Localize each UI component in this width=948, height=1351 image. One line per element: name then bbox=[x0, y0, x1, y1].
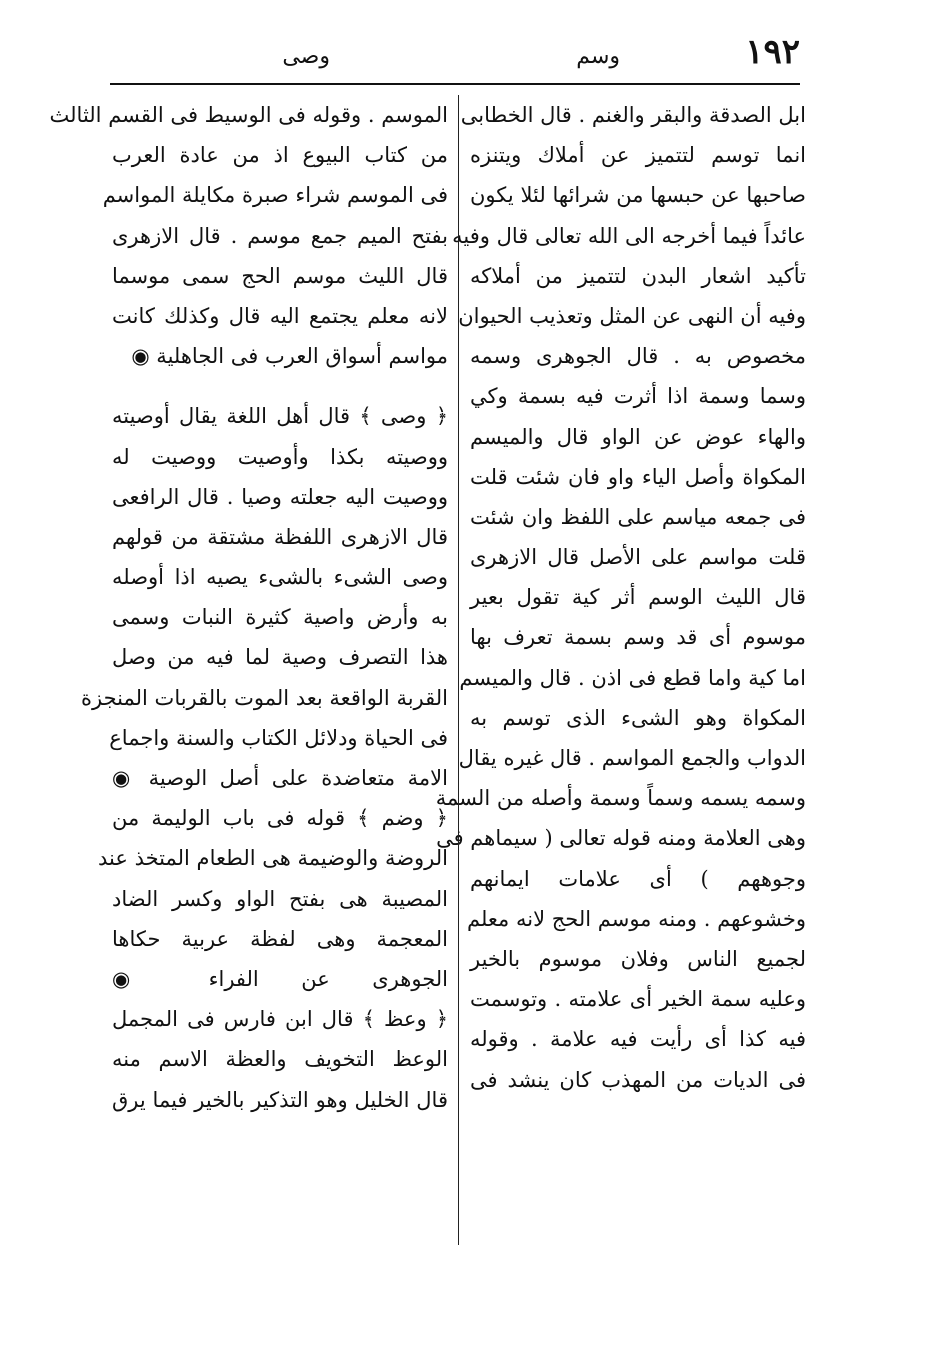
text-line: الوعظ التخويف والعظة الاسم منه bbox=[112, 1047, 448, 1072]
text-line: قلت مواسم على الأصل قال الازهرى bbox=[470, 545, 806, 570]
left-text-column bbox=[49, 95, 448, 1120]
page-number: ١٩٢ bbox=[745, 32, 800, 72]
text-line: الموسم . وقوله فى الوسيط فى القسم الثالث bbox=[49, 103, 448, 127]
text-line: لانه معلم يجتمع اليه قال وكذلك كانت bbox=[112, 303, 448, 328]
running-head-right: وسم bbox=[576, 44, 620, 69]
text-line: ﴿ وعظ ﴾ قال ابن فارس فى المجمل bbox=[112, 1007, 448, 1032]
text-line: والهاء عوض عن الواو قال والميسم bbox=[470, 424, 806, 449]
text-line: وعليه سمة الخير أى علامته . وتوسمت bbox=[470, 987, 806, 1012]
text-line: فيه كذا أى رأيت فيه علامة . وقوله bbox=[470, 1027, 806, 1052]
text-line: قال الليث موسم الحج سمى موسما bbox=[112, 263, 448, 288]
text-line: مواسم أسواق العرب فى الجاهلية ◉ bbox=[131, 344, 448, 369]
text-line: ﴿ وضم ﴾ قوله فى باب الوليمة من bbox=[112, 806, 448, 831]
text-line: الدواب والجمع المواسم . قال غيره يقال bbox=[458, 746, 806, 770]
text-line: وصى الشىء بالشىء يصيه اذا أوصله bbox=[112, 565, 448, 590]
text-line: هذا التصرف وصية لما فيه من وصل bbox=[112, 645, 448, 670]
text-line: المكواة وأصل الياء واو فان شئت قلت bbox=[470, 464, 806, 489]
paragraph-gap bbox=[112, 376, 448, 396]
right-text-column bbox=[435, 95, 806, 1100]
text-line: وسمه يسمه وسماً وسمة وأصله من السمة bbox=[435, 786, 806, 811]
text-line: صاحبها عن حبسها من شرائها لئلا يكون bbox=[470, 183, 806, 208]
text-line: قال الليث الوسم أثر كية تقول بعير bbox=[470, 585, 806, 610]
text-line: ووصيت اليه جعلته وصيا . قال الرافعى bbox=[112, 484, 448, 509]
text-line: مخصوص به . قال الجوهرى وسمه bbox=[470, 344, 806, 369]
page-header bbox=[110, 30, 800, 80]
text-line: ﴿ وصى ﴾ قال أهل اللغة يقال أوصيته bbox=[112, 404, 448, 429]
text-line: اما كية واما قطع فى اذن . قال والميسم bbox=[459, 665, 806, 690]
text-line: تأكيد اشعار البدن لتتميز من أملاكه bbox=[470, 263, 806, 288]
text-line: عائداً فيما أخرجه الى الله تعالى قال وفيه bbox=[452, 223, 806, 248]
text-line: القربة الواقعة بعد الموت بالقربات المنجزة bbox=[81, 685, 448, 710]
header-rule bbox=[110, 83, 800, 85]
text-line: وسما وسمة اذا أثرت فيه بسمة وكي bbox=[470, 384, 806, 409]
text-line: الروضة والوضيمة هى الطعام المتخذ عند bbox=[98, 846, 448, 871]
text-line: بفتح الميم جمع موسم . قال الازهرى bbox=[112, 223, 448, 248]
text-line: وجوههم ) أى علامات ايمانهم bbox=[470, 866, 806, 891]
running-head-left: وصى bbox=[282, 44, 330, 69]
text-line: فى الديات من المهذب كان ينشد فى bbox=[470, 1067, 806, 1092]
text-line: لجميع الناس وفلان موسوم بالخير bbox=[470, 946, 806, 971]
text-line: وخشوعهم . ومنه موسم الحج لانه معلم bbox=[466, 906, 806, 931]
text-line: الامة متعاضدة على أصل الوصية ◉ bbox=[112, 766, 448, 790]
text-line: فى جمعه مياسم على اللفظ وان شئت bbox=[470, 504, 806, 529]
text-line: من كتاب البيوع اذ من عادة العرب bbox=[112, 143, 448, 168]
column-divider bbox=[458, 95, 459, 1245]
text-line: المعجمة وهى لفظة عربية حكاها bbox=[112, 926, 448, 951]
text-line: به وأرض واصية كثيرة النبات وسمى bbox=[112, 605, 448, 630]
text-line: المكواة وهو الشىء الذى توسم به bbox=[470, 705, 806, 730]
text-line: فى الموسم شراء صبرة مكايلة المواسم bbox=[102, 183, 448, 208]
text-line: ووصيته بكذا وأوصيت ووصيت له bbox=[112, 444, 448, 469]
text-line: المصيبة هى بفتح الواو وكسر الضاد bbox=[112, 886, 448, 911]
text-line: فى الحياة ودلائل الكتاب والسنة واجماع bbox=[109, 725, 448, 750]
text-line: قال الازهرى اللفظة مشتقة من قولهم bbox=[112, 524, 448, 549]
text-line: ابل الصدقة والبقر والغنم . قال الخطابى bbox=[460, 103, 806, 127]
text-line: قال الخليل وهو التذكير بالخير فيما يرق bbox=[112, 1087, 448, 1112]
text-line: انما توسم لتتميز عن أملاك ويتنزه bbox=[470, 143, 806, 168]
text-line: وفيه أن النهى عن المثل وتعذيب الحيوان bbox=[458, 303, 806, 328]
text-line: الجوهرى عن الفراء ◉ bbox=[112, 966, 448, 991]
text-line: موسوم أى قد وسم بسمة تعرف بها bbox=[470, 625, 806, 650]
text-line: وهى العلامة ومنه قوله تعالى ( سيماهم فى bbox=[436, 826, 806, 851]
